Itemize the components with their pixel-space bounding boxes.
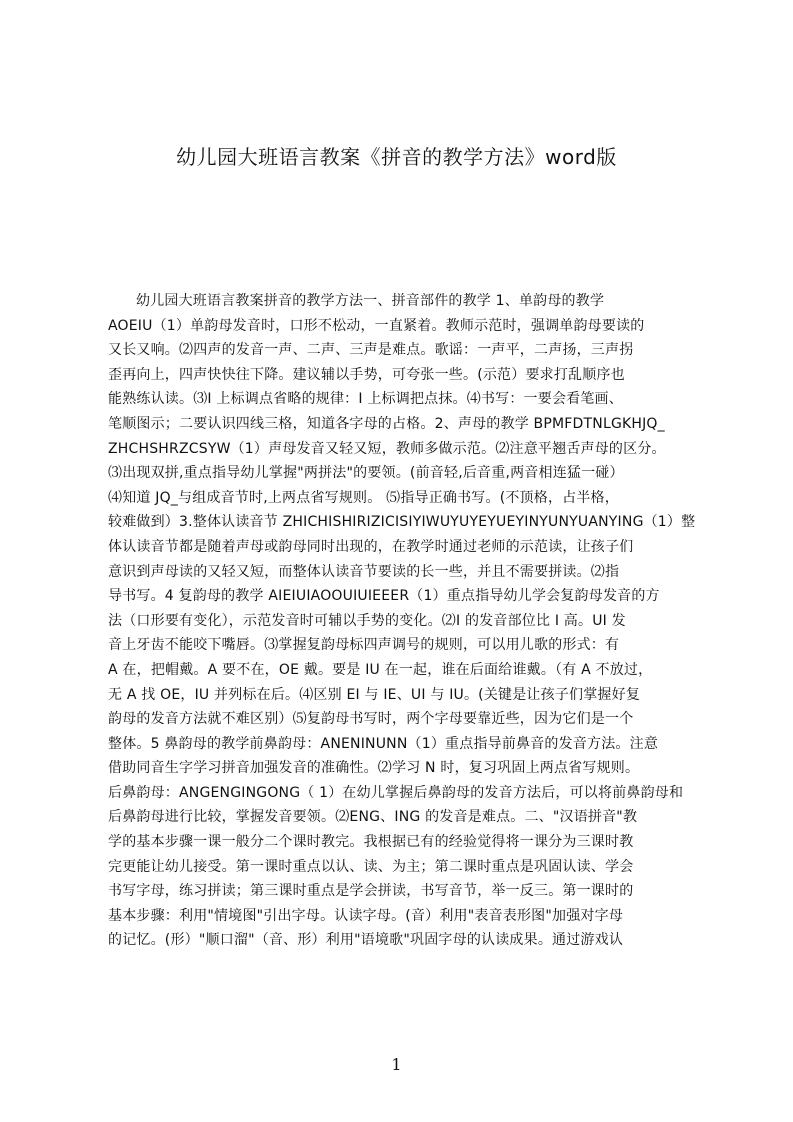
- text-line: 书写字母，练习拼读；第三课时重点是学会拼读，书写音节，举一反三。第一课时的: [108, 883, 634, 900]
- text-line: ⑶出现双拼,重点指导幼儿掌握"两拼法"的要领。(前音轻,后音重,两音相连猛一碰）: [108, 465, 624, 482]
- text-line: 完更能让幼儿接受。第一课时重点以认、读、为主；第二课时重点是巩固认读、学会: [108, 858, 634, 875]
- text-line: 笔顺图示；二要认识四线三格，知道各字母的占格。2、声母的教学 BPMFDTNLGKHJQ_: [108, 415, 665, 432]
- body-paragraph: [108, 289, 698, 953]
- text-line: 能熟练认读。⑶I 上标调点省略的规律：I 上标调把点抹。⑷书写：一要会看笔画、: [108, 391, 623, 408]
- text-line: 又长又响。⑵四声的发音一声、二声、三声是难点。歌谣：一声平，二声扬，三声拐: [108, 342, 634, 359]
- text-line: 意识到声母读的又轻又短，而整体认读音节要读的长一些，并且不需要拼读。⑵指: [108, 563, 620, 580]
- text-line: AOEIU（1）单韵母发音时，口形不松动，一直紧着。教师示范时，强调单韵母要读的: [108, 317, 645, 334]
- text-line: ⑷知道 JQ_与组成音节时,上两点省写规则。 ⑸指导正确书写。(不顶格，占半格，: [108, 489, 619, 506]
- text-line: 法（口形要有变化），示范发音时可辅以手势的变化。⑵I 的发音部位比 I 高。UI 发: [108, 612, 626, 629]
- text-line: 体认读音节都是随着声母或韵母同时出现的，在教学时通过老师的示范读，让孩子们: [108, 538, 634, 555]
- text-line: 无 A 找 OE，IU 并列标在后。⑷区别 EI 与 IE、UI 与 IU。(关键是让孩子们掌握好复: [108, 686, 641, 703]
- text-line: 音上牙齿不能咬下嘴唇。⑶掌握复韵母标四声调号的规则，可以用儿歌的形式：有: [108, 637, 620, 654]
- document-title: 幼儿园大班语言教案《拼音的教学方法》word版: [176, 145, 617, 169]
- text-line: 基本步骤：利用"情境图"引出字母。认读字母。(音）利用"表音表形图"加强对字母: [108, 907, 624, 924]
- text-line: 韵母的发音方法就不难区别）⑸复韵母书写时，两个字母要靠近些，因为它们是一个: [108, 711, 634, 728]
- text-line: 导书写。4 复韵母的教学 AIEIUIAOOUIUIEEER（1）重点指导幼儿学会复韵母发音的方: [108, 588, 660, 605]
- text-line: 整体。5 鼻韵母的教学前鼻韵母：ANENINUNN（1）重点指导前鼻音的发音方法。注意: [108, 735, 659, 752]
- text-line: 较难做到）3.整体认读音节 ZHICHISHIRIZICISIYIWUYUYEYUEYINYUNYUANYING（1）整: [108, 514, 696, 531]
- text-line: 后鼻韵母进行比较，掌握发音要领。⑵ENG、ING 的发音是难点。二、"汉语拼音"教: [108, 809, 638, 826]
- text-line: A 在，把帽戴。A 要不在，OE 戴。要是 IU 在一起，谁在后面给谁戴。（有 A 不放过，: [108, 661, 653, 678]
- text-line: 歪再向上，四声快快往下降。建议辅以手势，可夸张一些。(示范）要求打乱顺序也: [108, 366, 625, 383]
- text-line: 的记忆。(形）"顺口溜"（音、形）利用"语境歌"巩固字母的认读成果。通过游戏认: [108, 932, 624, 949]
- text-line: 幼儿园大班语言教案拼音的教学方法一、拼音部件的教学 1、单韵母的教学: [136, 293, 605, 309]
- text-line: ZHCHSHRZCSYW（1）声母发音又轻又短，教师多做示范。⑵注意平翘舌声母的区分。: [108, 440, 666, 457]
- text-line: 借助同音生字学习拼音加强发音的准确性。⑵学习 N 时，复习巩固上两点省写规则。: [108, 760, 640, 777]
- text-line: 后鼻韵母：ANGENGINGONG（ 1）在幼儿掌握后鼻韵母的发音方法后，可以将前鼻韵母和: [108, 784, 684, 801]
- page-number: 1: [391, 1055, 402, 1074]
- text-line: 学的基本步骤一课一般分二个课时教完。我根据已有的经验觉得将一课分为三课时教: [108, 834, 634, 851]
